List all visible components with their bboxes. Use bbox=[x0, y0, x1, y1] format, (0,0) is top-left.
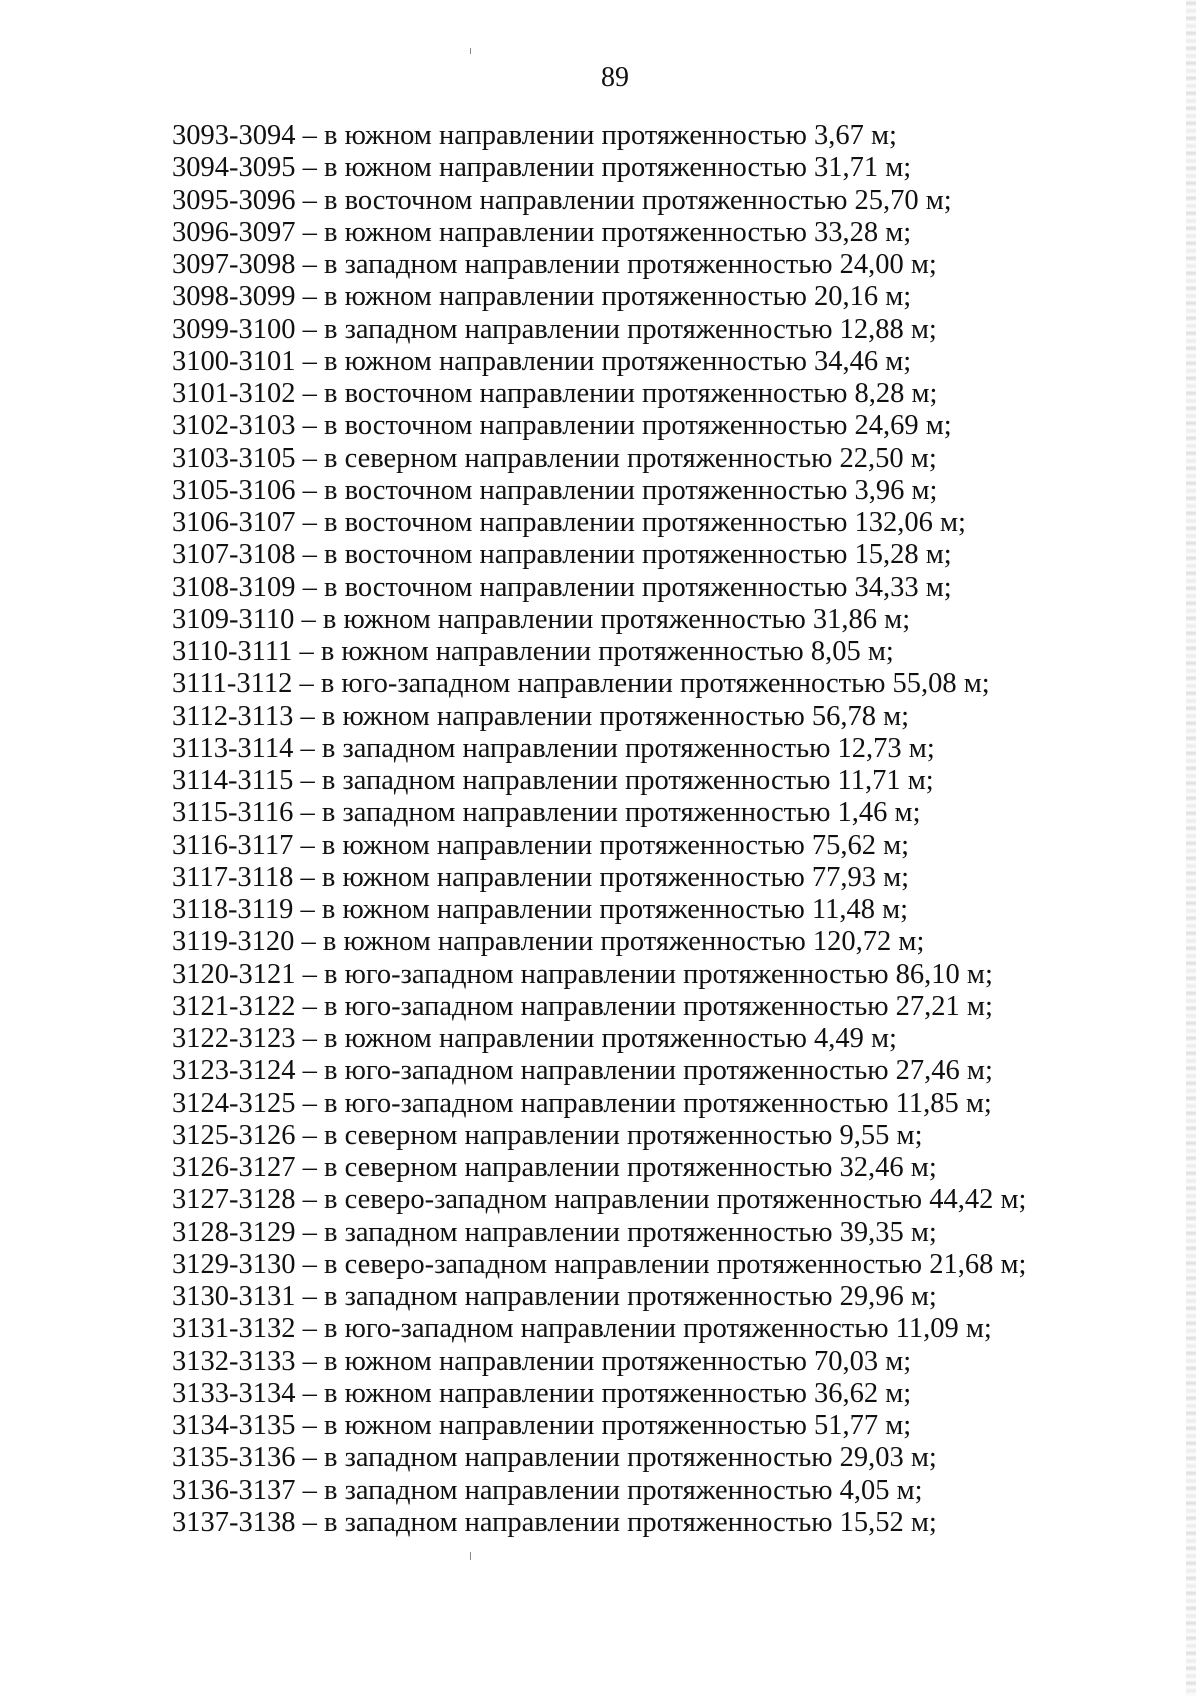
segment-line: 3131-3132 – в юго-западном направлении протяженностью 11,09 м; bbox=[172, 1313, 992, 1345]
segment-line: 3107-3108 – в восточном направлении протяженностью 15,28 м; bbox=[172, 539, 952, 571]
page-number: 89 bbox=[601, 62, 629, 93]
segment-line: 3137-3138 – в западном направлении протяженностью 15,52 м; bbox=[172, 1506, 937, 1538]
segment-line: 3096-3097 – в южном направлении протяженностью 33,28 м; bbox=[172, 216, 912, 248]
segment-line: 3111-3112 – в юго-западном направлении протяженностью 55,08 м; bbox=[172, 668, 990, 700]
segment-line: 3136-3137 – в западном направлении протяженностью 4,05 м; bbox=[172, 1474, 923, 1506]
segment-line: 3100-3101 – в южном направлении протяженностью 34,46 м; bbox=[172, 345, 912, 377]
segment-line: 3124-3125 – в юго-западном направлении протяженностью 11,85 м; bbox=[172, 1087, 992, 1119]
segment-line: 3112-3113 – в южном направлении протяженностью 56,78 м; bbox=[172, 700, 910, 732]
segment-line: 3125-3126 – в северном направлении протяженностью 9,55 м; bbox=[172, 1119, 923, 1151]
scan-speck bbox=[470, 48, 471, 54]
segment-line: 3130-3131 – в западном направлении протяженностью 29,96 м; bbox=[172, 1281, 937, 1312]
scan-edge-artifact bbox=[1186, 0, 1196, 1696]
segment-line: 3118-3119 – в южном направлении протяженностью 11,48 м; bbox=[172, 894, 909, 925]
segment-line: 3098-3099 – в южном направлении протяженностью 20,16 м; bbox=[172, 281, 912, 313]
segment-line: 3097-3098 – в западном направлении протяженностью 24,00 м; bbox=[172, 249, 937, 280]
segment-line: 3120-3121 – в юго-западном направлении протяженностью 86,10 м; bbox=[172, 958, 993, 990]
segment-line: 3126-3127 – в северном направлении протяженностью 32,46 м; bbox=[172, 1152, 937, 1183]
segment-line: 3132-3133 – в южном направлении протяженностью 70,03 м; bbox=[172, 1345, 912, 1377]
segment-line: 3106-3107 – в восточном направлении протяженностью 132,06 м; bbox=[172, 507, 966, 538]
segment-line: 3099-3100 – в западном направлении протяженностью 12,88 м; bbox=[172, 313, 937, 345]
segment-line: 3133-3134 – в южном направлении протяженностью 36,62 м; bbox=[172, 1377, 912, 1409]
segment-line: 3093-3094 – в южном направлении протяженностью 3,67 м; bbox=[172, 120, 897, 151]
segment-line: 3095-3096 – в восточном направлении протяженностью 25,70 м; bbox=[172, 184, 952, 216]
segment-line: 3123-3124 – в юго-западном направлении протяженностью 27,46 м; bbox=[172, 1055, 993, 1087]
segment-line: 3108-3109 – в восточном направлении протяженностью 34,33 м; bbox=[172, 571, 952, 603]
segment-line: 3122-3123 – в южном направлении протяженностью 4,49 м; bbox=[172, 1023, 897, 1054]
segment-line: 3128-3129 – в западном направлении протяженностью 39,35 м; bbox=[172, 1216, 937, 1248]
segment-line: 3101-3102 – в восточном направлении протяженностью 8,28 м; bbox=[172, 378, 938, 409]
segment-line: 3102-3103 – в восточном направлении протяженностью 24,69 м; bbox=[172, 410, 952, 442]
segment-line: 3135-3136 – в западном направлении протяженностью 29,03 м; bbox=[172, 1442, 937, 1474]
segment-line: 3110-3111 – в южном направлении протяженностью 8,05 м; bbox=[172, 636, 894, 667]
segment-line: 3115-3116 – в западном направлении протяженностью 1,46 м; bbox=[172, 797, 921, 829]
segment-line: 3121-3122 – в юго-западном направлении протяженностью 27,21 м; bbox=[172, 990, 993, 1022]
scan-speck bbox=[470, 1552, 471, 1560]
segment-line: 3105-3106 – в восточном направлении протяженностью 3,96 м; bbox=[172, 474, 938, 506]
segment-line: 3094-3095 – в южном направлении протяженностью 31,71 м; bbox=[172, 152, 912, 184]
segment-line: 3116-3117 – в южном направлении протяженностью 75,62 м; bbox=[172, 829, 910, 861]
segment-line: 3119-3120 – в южном направлении протяженностью 120,72 м; bbox=[172, 926, 925, 958]
segment-line: 3113-3114 – в западном направлении протяженностью 12,73 м; bbox=[172, 732, 935, 764]
segment-line: 3117-3118 – в южном направлении протяженностью 77,93 м; bbox=[172, 861, 910, 893]
segment-line: 3103-3105 – в северном направлении протяженностью 22,50 м; bbox=[172, 442, 937, 474]
segment-line: 3109-3110 – в южном направлении протяженностью 31,86 м; bbox=[172, 603, 911, 635]
segment-line: 3134-3135 – в южном направлении протяженностью 51,77 м; bbox=[172, 1410, 912, 1441]
segment-line: 3127-3128 – в северо-западном направлении протяженностью 44,42 м; bbox=[172, 1184, 1027, 1216]
boundary-segment-list bbox=[172, 120, 1072, 1539]
segment-line: 3114-3115 – в западном направлении протяженностью 11,71 м; bbox=[172, 765, 934, 796]
segment-line: 3129-3130 – в северо-западном направлении протяженностью 21,68 м; bbox=[172, 1248, 1027, 1280]
